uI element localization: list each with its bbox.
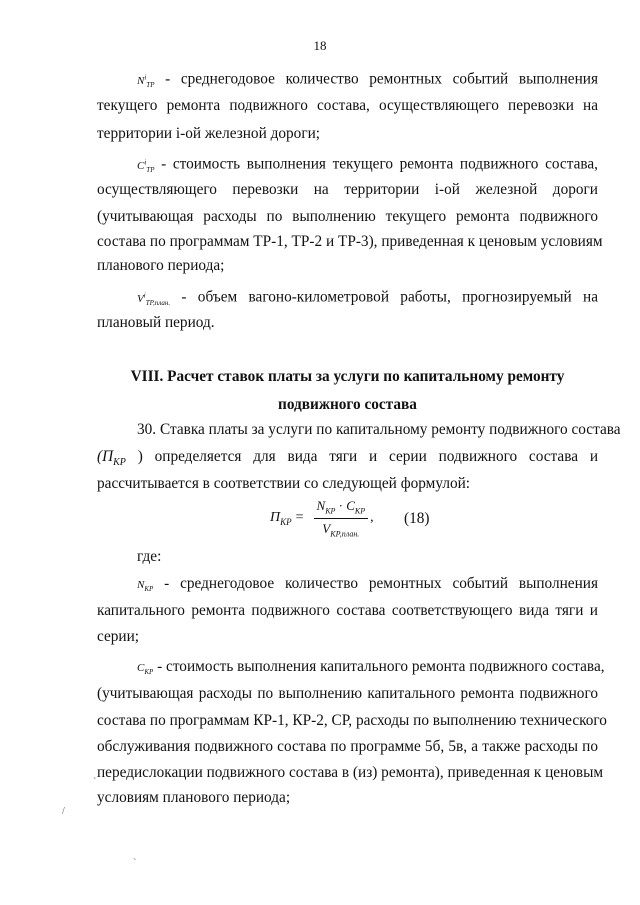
- para-ntp-line-3: территории i-ой железной дороги;: [97, 125, 321, 142]
- para-ckr-line-6: условиям планового периода;: [97, 789, 291, 806]
- para-ctp-line-2: осуществляющего перевозки на территории i-ой железной дороги: [97, 181, 598, 198]
- symbol-n-tp: $N^i_{TP}$: [137, 73, 155, 89]
- formula-lhs: $П_{КР}$: [270, 509, 292, 527]
- formula-fraction: [314, 498, 369, 538]
- para-ckr-line-5: передислокации подвижного состава в (из) ремонта), приведенная к ценовым: [97, 764, 604, 781]
- para-nkr-line-3: серии;: [97, 628, 140, 645]
- equation-number: (18): [404, 510, 430, 527]
- scan-mark: `: [93, 777, 97, 788]
- para-ckr-line-3: состава по программам КР-1, КР-2, СР, расходы по выполнению технического: [97, 712, 607, 729]
- page-number: 18: [313, 38, 327, 53]
- where-label: где:: [137, 548, 162, 565]
- formula-denominator: $V_{КР,план.}$: [322, 520, 360, 539]
- formula-comma: ,: [370, 510, 374, 526]
- para-30-line-2: ($П_{КР}$ ) определяется для вида тяги и серии подвижного состава и: [97, 448, 599, 469]
- scan-mark: `: [133, 858, 137, 869]
- symbol-n-kr: $N_{КР}$: [137, 579, 154, 594]
- para-30-line-1: 30. Ставка платы за услуги по капитальному ремонту подвижного состава: [137, 421, 621, 438]
- para-ckr-line-2: (учитывающая расходы по выполнению капитального ремонта подвижного: [97, 685, 598, 702]
- para-ctp-line-5: планового периода;: [97, 257, 225, 274]
- para-vtp-line-2: плановый период.: [97, 314, 215, 331]
- para-ntp-line-2: текущего ремонта подвижного состава, осуществляющего перевозки на: [97, 97, 598, 114]
- para-ckr-line-4: обслуживания подвижного состава по программе 5б, 5в, а также расходы по: [97, 738, 598, 755]
- para-ntp-line-1: $N^i_{TP}$ - среднегодовое количество ремонтных событий выполнения: [137, 70, 598, 89]
- para-ckr-line-1: $C_{КР}$ - стоимость выполнения капитального ремонта подвижного состава,: [137, 658, 605, 677]
- para-30-line-3: рассчитывается в соответствии со следующей формулой:: [97, 475, 471, 492]
- symbol-c-kr: $C_{КР}$: [137, 662, 154, 677]
- para-nkr-line-2: капитального ремонта подвижного состава соответствующего вида тяги и: [97, 602, 598, 619]
- section-heading-line-2: подвижного состава: [278, 396, 417, 413]
- symbol-v-tp: $V^i_{TP,план.}$: [137, 291, 171, 307]
- para-vtp-line-1: $V^i_{TP,план.}$ - объем вагоно-километровой работы, прогнозируемый на: [137, 288, 599, 307]
- section-heading-line-1: VIII. Расчет ставок платы за услуги по капитальному ремонту: [130, 368, 565, 385]
- symbol-c-tp: $C^i_{TP}$: [137, 158, 155, 174]
- para-ctp-line-3: (учитывающая расходы по выполнению текущего ремонта подвижного: [97, 208, 598, 225]
- formula-equals: =: [295, 510, 304, 526]
- para-ctp-line-4: состава по программам ТР-1, ТР-2 и ТР-3), приведенная к ценовым условиям: [97, 233, 603, 250]
- para-nkr-line-1: $N_{КР}$ - среднегодовое количество ремонтных событий выполнения: [137, 575, 599, 594]
- formula-numerator: $N_{КР} \cdot C_{КР}$: [314, 498, 369, 519]
- para-ctp-line-1: $C^i_{TP}$ - стоимость выполнения текущего ремонта подвижного состава,: [137, 155, 598, 174]
- scan-mark: /: [62, 806, 65, 817]
- formula-18: [270, 498, 374, 538]
